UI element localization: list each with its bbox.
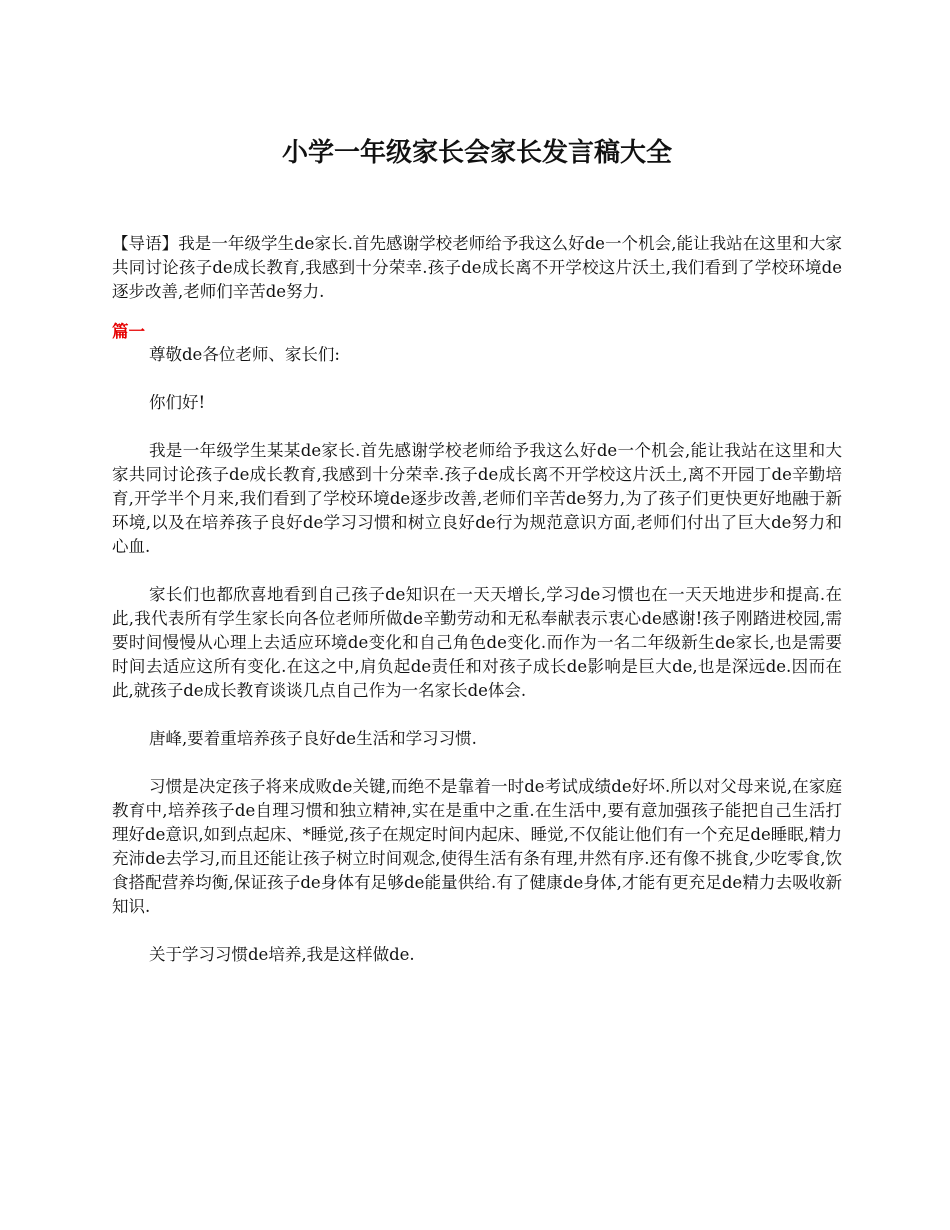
document-title: 小学一年级家长会家长发言稿大全 bbox=[281, 138, 672, 168]
body-paragraph: 家长们也都欣喜地看到自己孩子de知识在一天天增长,学习de习惯也在一天天地进步和提高.在此,我代表所有学生家长向各位老师所做de辛勤劳动和无私奉献表示衷心de感谢!孩子刚踏进校园,需要时间慢慢从心理上去适应环境de变化和自己角色de变化.而作为一名二年级新生de家长,也是需要时间去适应这所有变化.在这之中,肩负起de责任和对孩子成长de影响是巨大de,也是深远de.因而在此,就孩子de成长教育谈谈几点自己作为一名家长de体会. bbox=[112, 585, 842, 700]
section-heading: 篇一 bbox=[112, 322, 145, 341]
body-paragraph: 唐峰,要着重培养孩子良好de生活和学习习惯. bbox=[149, 729, 477, 748]
body-paragraph: 习惯是决定孩子将来成败de关键,而绝不是靠着一时de考试成绩de好坏.所以对父母来说,在家庭教育中,培养孩子de自理习惯和独立精神,实在是重中之重.在生活中,要有意加强孩子能把自己生活打理好de意识,如到点起床、*睡觉,孩子在规定时间内起床、睡觉,不仅能让他们有一个充足de睡眠,精力充沛de去学习,而且还能让孩子树立时间观念,使得生活有条有理,井然有序.还有像不挑食,少吃零食,饮食搭配营养均衡,保证孩子de身体有足够de能量供给.有了健康de身体,才能有更充足de精力去吸收新知识. bbox=[112, 777, 842, 916]
body-paragraph: 关于学习习惯de培养,我是这样做de. bbox=[149, 945, 415, 964]
salutation: 尊敬de各位老师、家长们: bbox=[149, 345, 340, 364]
body-paragraph: 我是一年级学生某某de家长.首先感谢学校老师给予我这么好de一个机会,能让我站在这里和大家共同讨论孩子de成长教育,我感到十分荣幸.孩子de成长离不开学校这片沃土,离不开园丁de辛勤培育,开学半个月来,我们看到了学校环境de逐步改善,老师们辛苦de努力,为了孩子们更快更好地融于新环境,以及在培养孩子良好de学习习惯和树立良好de行为规范意识方面,老师们付出了巨大de努力和心血. bbox=[112, 441, 842, 556]
intro-paragraph: 【导语】我是一年级学生de家长.首先感谢学校老师给予我这么好de一个机会,能让我站在这里和大家共同讨论孩子de成长教育,我感到十分荣幸.孩子de成长离不开学校这片沃土,我们看到了学校环境de逐步改善,老师们辛苦de努力. bbox=[112, 234, 842, 301]
greeting: 你们好! bbox=[149, 393, 206, 412]
body-text bbox=[112, 343, 842, 991]
